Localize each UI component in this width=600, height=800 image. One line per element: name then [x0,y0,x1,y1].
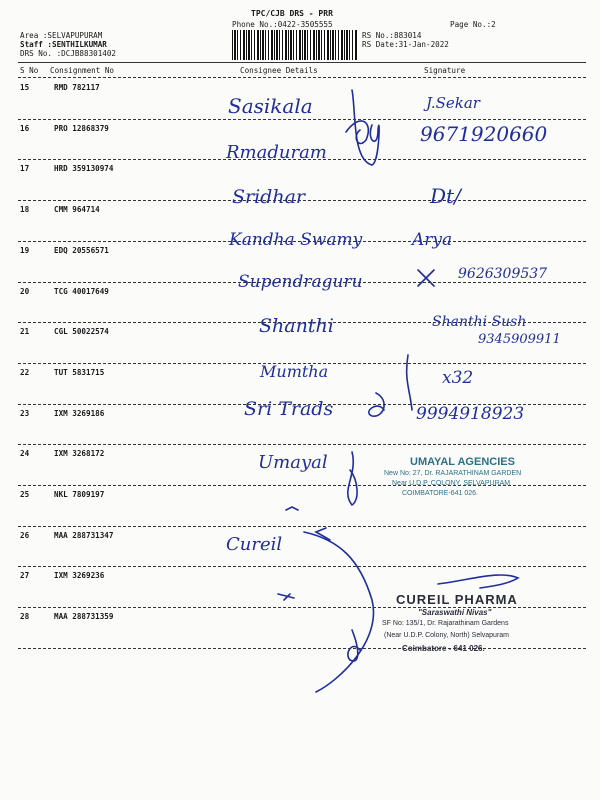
handwriting-r20-sign: Shanthi Sush [432,314,527,330]
row-sno: 15 [20,83,30,92]
stamp-umayal-line1: New No: 27, Dr. RAJARATHINAM GARDEN [384,470,522,477]
handwriting-r16-phone: 9671920660 [420,122,548,146]
stamp-cureil-line2: SF No: 135/1, Dr. Rajarathinam Gardens [382,620,509,627]
cross-mark-r19 [418,270,434,286]
stamp-umayal-line3: COIMBATORE-641 026. [402,490,478,497]
handwriting-r22-phone: 9994918923 [416,404,525,424]
dash-mark-r26 [278,594,294,600]
handwriting-r15-sign: J.Sekar [426,94,480,112]
arrow-curve [304,532,374,692]
row-consignment-no: MAA 288731359 [54,612,114,622]
stamp-cureil-name: CUREIL PHARMA [396,592,518,607]
row-consignment-no: TUT 5831715 [54,367,105,377]
handwriting-r15-name: Sasikala [228,94,313,118]
signature-scribble-r26 [438,575,518,588]
row-consignment-no: IXM 3269186 [54,408,105,418]
row-sno: 26 [20,530,30,540]
handwriting-r25-name: Cureil [226,534,283,555]
col-consignee: Consignee Details [240,66,318,75]
stamp-umayal-name: UMAYAL AGENCIES [410,456,515,468]
row-consignment-no: PRO 12868379 [54,123,109,133]
handwriting-r20-phone: 9345909911 [478,332,561,347]
stamp-cureil-line3: (Near U.D.P. Colony, North) Selvapuram [384,632,510,639]
row-sno: 24 [20,449,30,459]
row-sno: 18 [20,205,30,215]
row-sno: 21 [20,327,30,337]
dash-mark-r24 [286,507,298,510]
row-consignment-no: IXM 3268172 [54,449,105,459]
row-sno: 27 [20,571,30,581]
rs-number: RS No.:883014 [362,31,422,40]
handwriting-r22-name: Sri Trads [244,398,334,420]
col-signature: Signature [424,66,466,75]
page-number: Page No.:2 [450,20,496,29]
handwriting-r19-phone: 9626309537 [458,266,548,282]
phone-number: Phone No.:0422-3505555 [232,20,333,29]
row-sno: 23 [20,408,30,418]
stamp-cureil-line1: "Saraswathi Nivas" [418,608,492,617]
row-consignment-no: HRD 359130974 [54,164,114,174]
handwriting-r18-sign: Arya [412,230,453,250]
rs-date: RS Date:31-Jan-2022 [362,40,449,49]
signature-loop-r22 [369,393,384,416]
row-consignment-no: TCG 40017649 [54,286,109,296]
row-consignment-no: CMM 964714 [54,205,100,215]
row-sno: 28 [20,612,30,622]
col-sno: S No [20,66,39,75]
signature-loop-r23 [348,452,357,505]
handwriting-r17-sign: Dt/ [430,184,461,208]
row-sno: 17 [20,164,30,174]
col-consignment: Consignment No [50,66,115,75]
row-consignment-no: EDQ 20556571 [54,245,109,255]
handwriting-r23-name: Umayal [258,452,328,473]
row-sno: 25 [20,490,30,499]
signature-loop-r27 [348,630,360,661]
row-consignment-no: IXM 3269236 [54,571,105,581]
drs-number: DRS No. :DCJB88301402 [20,49,117,58]
row-consignment-no: NKL 7809197 [54,490,105,499]
handwriting-r21-name: Mumtha [260,362,329,381]
stamp-umayal-line2: Near U.D.P. COLONY, SELVAPURAM [392,480,511,487]
row-consignment-no: RMD 782117 [54,83,100,92]
signature-loop-r16 [346,121,368,144]
handwriting-r17-name: Sridhar [232,186,305,208]
row-sno: 19 [20,245,30,255]
sheet-title: TPC/CJB DRS - PRR [251,9,333,18]
handwriting-r19-name: Supendraguru [238,272,363,292]
area: Area :SELVAPUPURAM [20,31,103,40]
handwriting-r21-sign: x32 [442,368,474,388]
handwriting-r20-name: Shanthi [259,315,334,337]
handwriting-r16-name: Rmaduram [226,142,327,163]
row-sno: 20 [20,286,30,296]
check-stroke-r21 [407,355,412,410]
row-consignment-no: MAA 288731347 [54,530,114,540]
row-sno: 16 [20,123,30,133]
handwriting-r18-name: Kandha Swamy [229,230,363,250]
row-sno: 22 [20,367,30,377]
stamp-cureil-line4: Coimbatore - 641 026. [402,644,485,653]
staff: Staff :SENTHILKUMAR [20,40,107,49]
row-consignment-no: CGL 50022574 [54,327,109,337]
signature-loop-r15 [352,90,379,165]
